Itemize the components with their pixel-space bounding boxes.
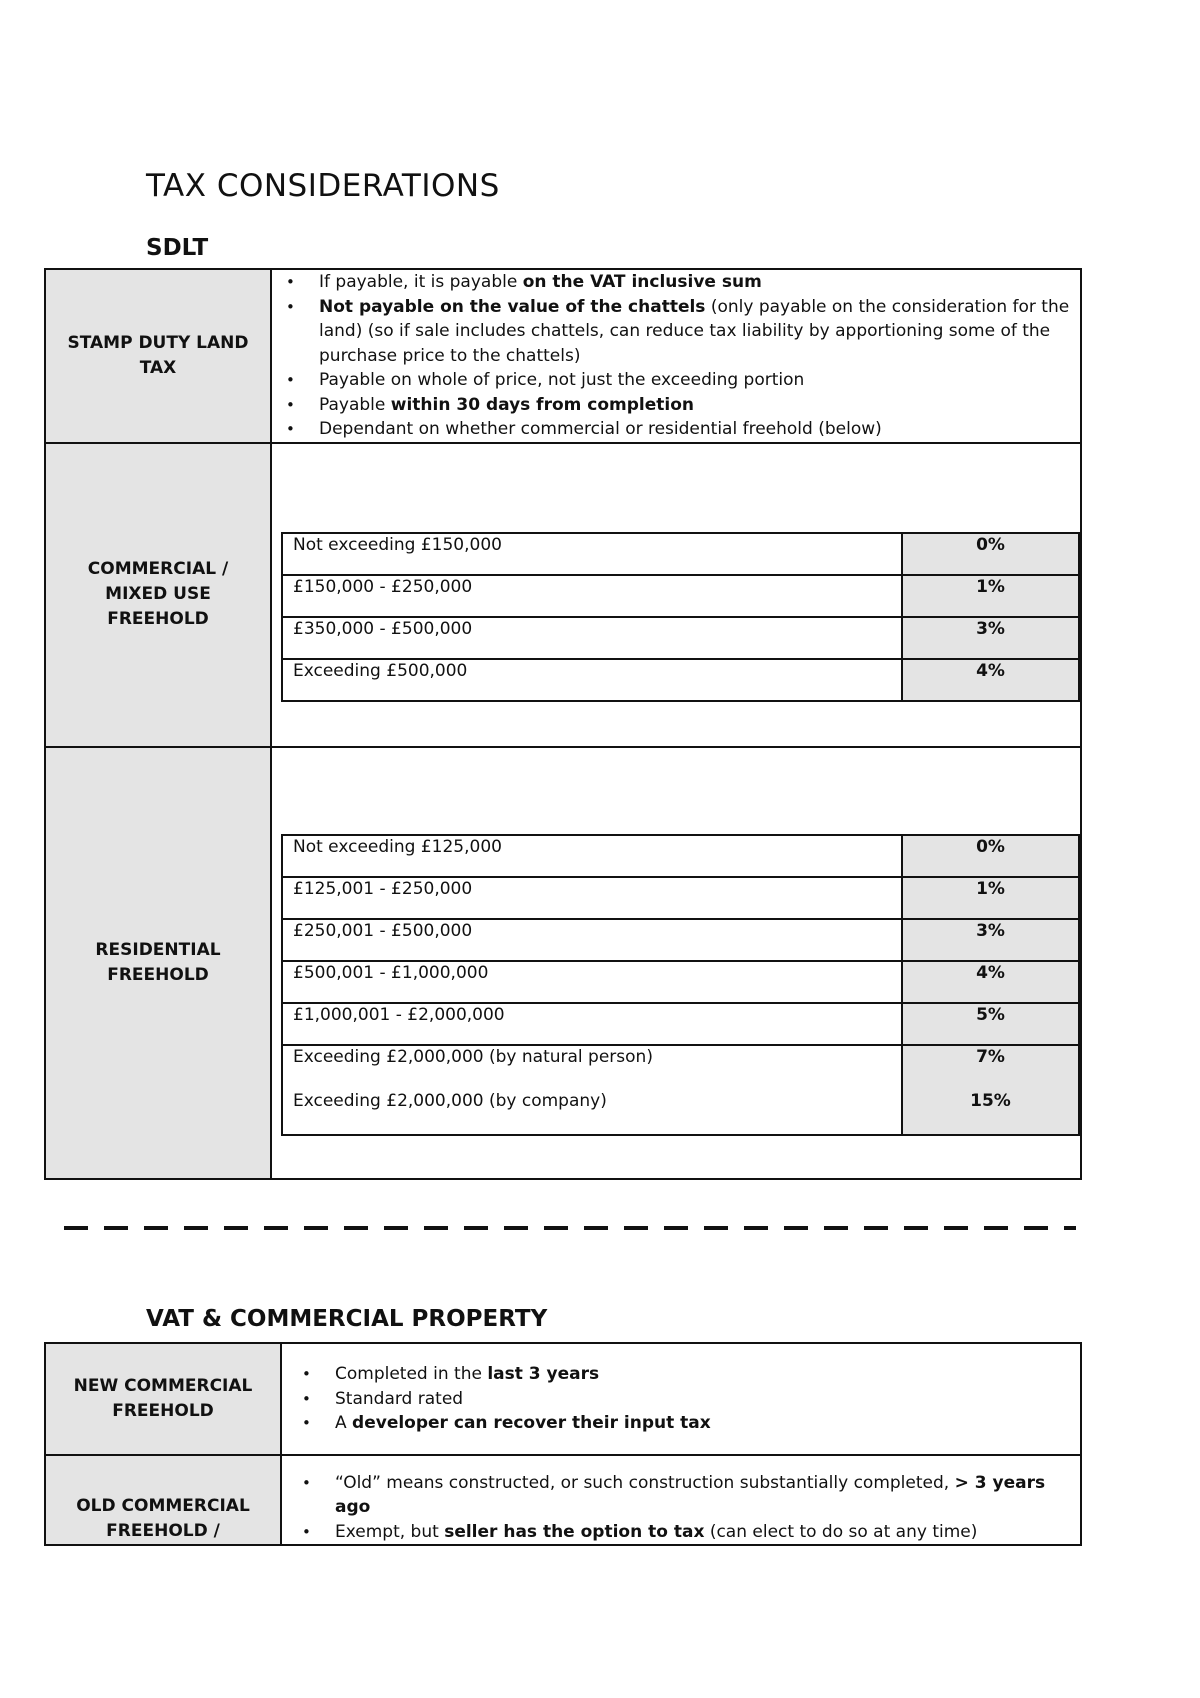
rate-band: £1,000,001 - £2,000,000: [282, 1003, 902, 1045]
new-commercial-bullets: [288, 1362, 1080, 1436]
rate-value: 3%: [902, 617, 1079, 659]
stamp-duty-bullets: [272, 270, 1080, 442]
rate-band: £125,001 - £250,000: [282, 877, 902, 919]
rate-value: 4%: [902, 659, 1079, 701]
bullet-post: (only payable on the consideration for the land) (so if sale includes chattels, can reduce tax liability by apportioning some of the purchase price to the chattels): [319, 296, 1070, 366]
bullet-post: (can elect to do so at any time): [704, 1521, 978, 1542]
stamp-duty-label: STAMP DUTY LAND TAX: [45, 269, 271, 443]
bullet-item: [319, 295, 1080, 369]
bullet-pre: A: [335, 1413, 353, 1434]
bullet-item: [319, 393, 1080, 418]
bullet-item: [319, 368, 1080, 393]
rate-row: [282, 533, 1079, 575]
rate-row: [282, 617, 1079, 659]
bullet-item: [335, 1520, 1080, 1545]
bullet-pre: If payable, it is payable: [319, 272, 523, 292]
bullet-bold: Not payable on the value of the chattels: [319, 296, 706, 317]
section-divider: [64, 1226, 1076, 1230]
bullet-item: [335, 1471, 1080, 1520]
commercial-rates-table: [281, 532, 1080, 702]
bullet-bold: last 3 years: [487, 1364, 600, 1385]
rate-value: 0%: [902, 835, 1079, 877]
bullet-pre: Dependant on whether commercial or residential freehold (below): [319, 419, 882, 439]
sdlt-heading: SDLT: [146, 235, 209, 261]
rate-band: Not exceeding £150,000: [282, 533, 902, 575]
rate-value: 15%: [970, 1090, 1011, 1111]
bullet-item: [335, 1387, 1080, 1412]
rate-value: 1%: [902, 877, 1079, 919]
bullet-pre: “Old” means constructed, or such construction substantially completed,: [335, 1472, 955, 1493]
bullet-bold: on the VAT inclusive sum: [522, 272, 762, 292]
rate-row: [282, 835, 1079, 877]
bullet-item: [319, 270, 1080, 295]
page-title: TAX CONSIDERATIONS: [146, 168, 500, 204]
bullet-bold: > 3 years ago: [335, 1472, 1046, 1517]
rate-band: £500,001 - £1,000,000: [282, 961, 902, 1003]
rate-band: £150,000 - £250,000: [282, 575, 902, 617]
sdlt-table: [44, 268, 1082, 1180]
new-commercial-label: NEW COMMERCIAL FREEHOLD: [45, 1343, 281, 1455]
rate-value: 5%: [902, 1003, 1079, 1045]
rate-row: [282, 919, 1079, 961]
rate-value: 7%: [976, 1046, 1005, 1067]
old-commercial-label: OLD COMMERCIAL FREEHOLD /: [45, 1455, 281, 1545]
bullet-pre: Exempt, but: [335, 1521, 445, 1542]
rate-row: [282, 575, 1079, 617]
rate-row: [282, 961, 1079, 1003]
rate-value: 0%: [902, 533, 1079, 575]
bullet-item: [319, 417, 1080, 442]
rate-band: £250,001 - £500,000: [282, 919, 902, 961]
rate-band: Not exceeding £125,000: [282, 835, 902, 877]
bullet-item: [335, 1362, 1080, 1387]
bullet-pre: Completed in the: [335, 1364, 488, 1385]
rate-row: [282, 877, 1079, 919]
bullet-bold: developer can recover their input tax: [352, 1413, 711, 1434]
rate-band: Exceeding £2,000,000 (by natural person): [293, 1046, 653, 1067]
rate-value: 4%: [902, 961, 1079, 1003]
vat-table: [44, 1342, 1082, 1546]
old-commercial-bullets: [288, 1471, 1080, 1545]
rate-value: 3%: [902, 919, 1079, 961]
residential-label: RESIDENTIAL FREEHOLD: [45, 747, 271, 1179]
commercial-label: COMMERCIAL / MIXED USE FREEHOLD: [45, 443, 271, 747]
rate-row: [282, 659, 1079, 701]
bullet-item: [335, 1411, 1080, 1436]
bullet-pre: Payable on whole of price, not just the exceeding portion: [319, 370, 805, 390]
residential-rates-table: [281, 834, 1080, 1136]
rate-band: £350,000 - £500,000: [282, 617, 902, 659]
rate-band: Exceeding £500,000: [282, 659, 902, 701]
rate-row: [282, 1003, 1079, 1045]
bullet-pre: Standard rated: [335, 1388, 464, 1409]
bullet-bold: seller has the option to tax: [444, 1521, 705, 1542]
rate-value: 1%: [902, 575, 1079, 617]
rate-band: Exceeding £2,000,000 (by company): [293, 1090, 607, 1111]
bullet-bold: within 30 days from completion: [390, 394, 695, 415]
vat-heading: VAT & COMMERCIAL PROPERTY: [146, 1306, 548, 1332]
bullet-pre: Payable: [319, 394, 391, 415]
